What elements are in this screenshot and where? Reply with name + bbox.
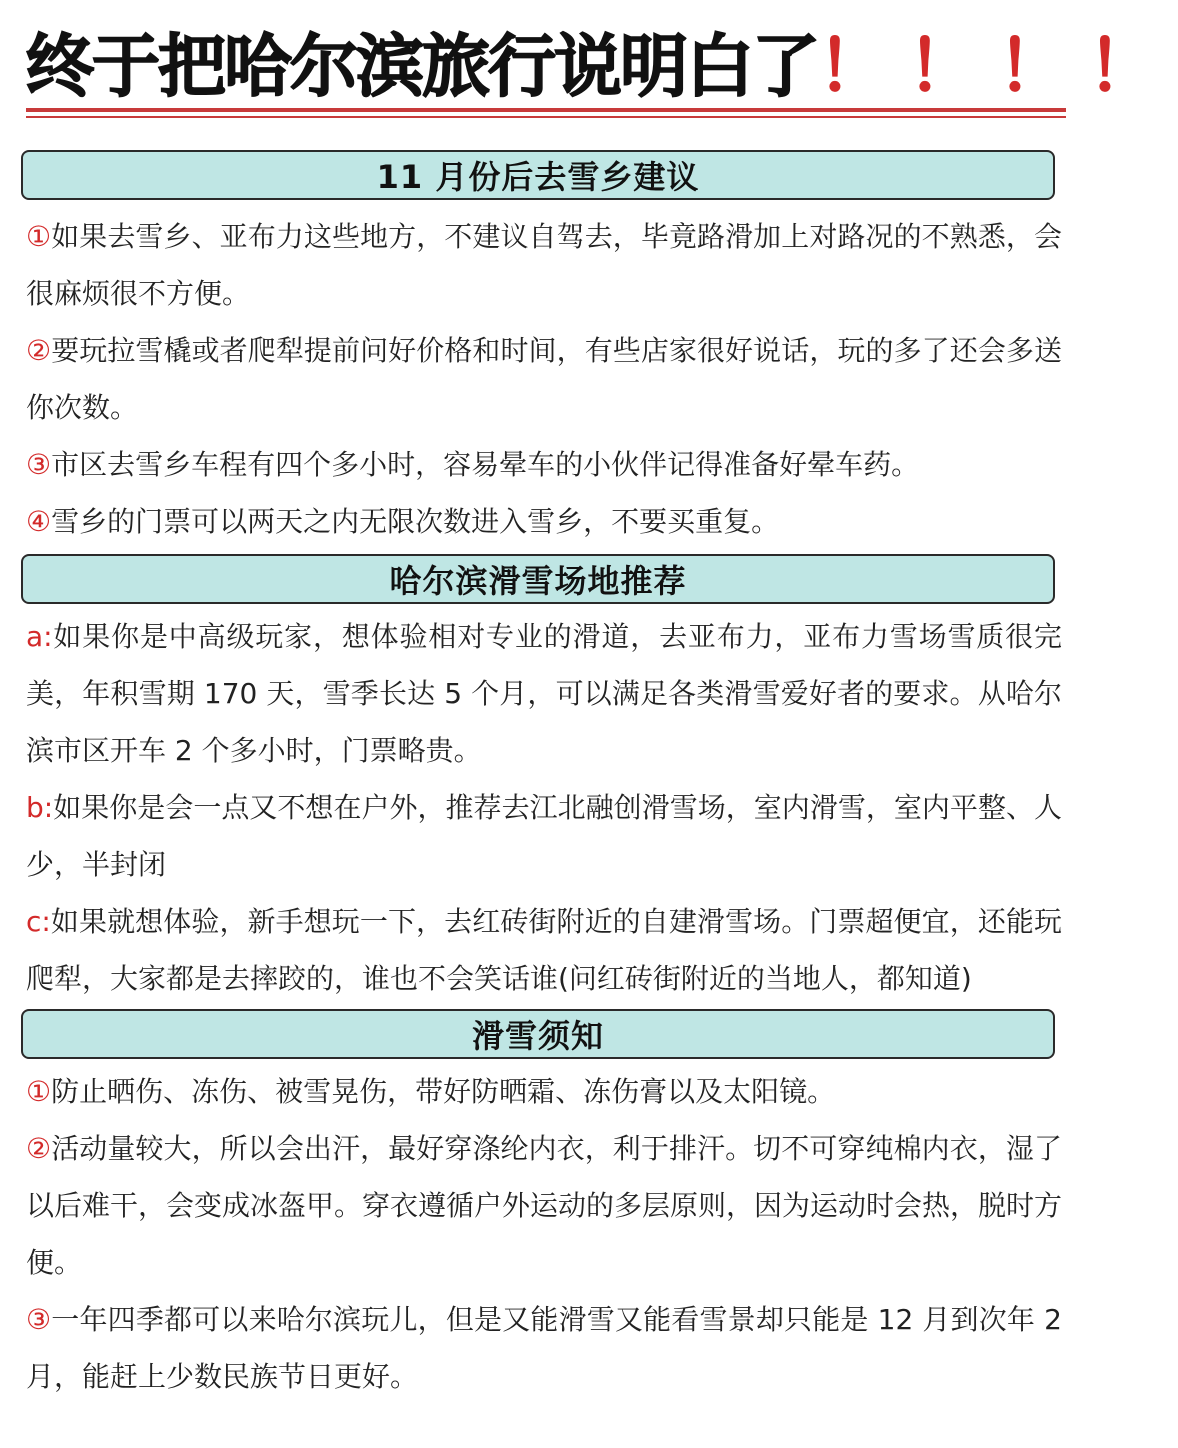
item-marker: ② [26,334,52,367]
item-text: 如果就想体验，新手想玩一下，去红砖街附近的自建滑雪场。门票超便宜，还能玩爬犁，大家都是去摔跤的，谁也不会笑话谁(问红砖街附近的当地人，都知道) [26,905,1062,995]
item-text: 雪乡的门票可以两天之内无限次数进入雪乡，不要买重复。 [51,505,780,538]
item-marker: ① [26,220,52,253]
page-title-text: 终于把哈尔滨旅行说明白了 [26,28,819,107]
list-item [26,779,1062,893]
item-marker: ③ [26,448,52,481]
item-text: 活动量较大，所以会出汗，最好穿涤纶内衣，利于排汗。切不可穿纯棉内衣，湿了以后难干，会变成冰盔甲。穿衣遵循户外运动的多层原则，因为运动时会热，脱时方便。 [26,1132,1063,1279]
list-item [26,1120,1062,1291]
item-text: 一年四季都可以来哈尔滨玩儿，但是又能滑雪又能看雪景却只能是 12 月到次年 2 月，能赶上少数民族节日更好。 [26,1303,1062,1393]
section-header-ski-tips [21,1009,1055,1059]
item-marker: ② [26,1132,52,1165]
item-marker: ③ [26,1303,52,1336]
title-underline-thick [26,108,1066,112]
list-item [26,208,1062,322]
item-marker: b: [26,791,54,824]
list-item [26,608,1062,779]
list-item [26,493,1062,550]
item-marker: ④ [26,505,52,538]
title-block [26,22,1178,114]
list-item [26,322,1062,436]
list-item [26,436,1062,493]
item-marker: a: [26,620,53,653]
item-text: 如果你是会一点又不想在户外，推荐去江北融创滑雪场，室内滑雪，室内平整、人少，半封闭 [26,791,1062,881]
section-header-ski-resorts [21,554,1055,604]
item-text: 要玩拉雪橇或者爬犁提前问好价格和时间，有些店家很好说话，玩的多了还会多送你次数。 [26,334,1062,424]
section-header-snow-town [21,150,1055,200]
section-title: 哈尔滨滑雪场地推荐 [389,562,687,600]
item-text: 防止晒伤、冻伤、被雪晃伤，带好防晒霜、冻伤膏以及太阳镜。 [51,1075,836,1108]
list-item [26,893,1062,1007]
item-text: 如果你是中高级玩家，想体验相对专业的滑道，去亚布力，亚布力雪场雪质很完美，年积雪期 170 天，雪季长达 5 个月，可以满足各类滑雪爱好者的要求。从哈尔滨市区开车 2 个多小时，门票略贵。 [26,620,1062,767]
section-title: 11 月份后去雪乡建议 [376,158,700,196]
section-title: 滑雪须知 [471,1017,604,1055]
item-text: 如果去雪乡、亚布力这些地方，不建议自驾去，毕竟路滑加上对路况的不熟悉，会很麻烦很不方便。 [26,220,1062,310]
list-item [26,1291,1062,1405]
page-title [26,28,1178,108]
item-marker: ① [26,1075,52,1108]
title-exclamations: ！！！！ [818,28,1178,107]
item-marker: c: [26,905,51,938]
title-underline-thin [26,116,1066,118]
item-text: 市区去雪乡车程有四个多小时，容易晕车的小伙伴记得准备好晕车药。 [51,448,920,481]
list-item [26,1063,1062,1120]
